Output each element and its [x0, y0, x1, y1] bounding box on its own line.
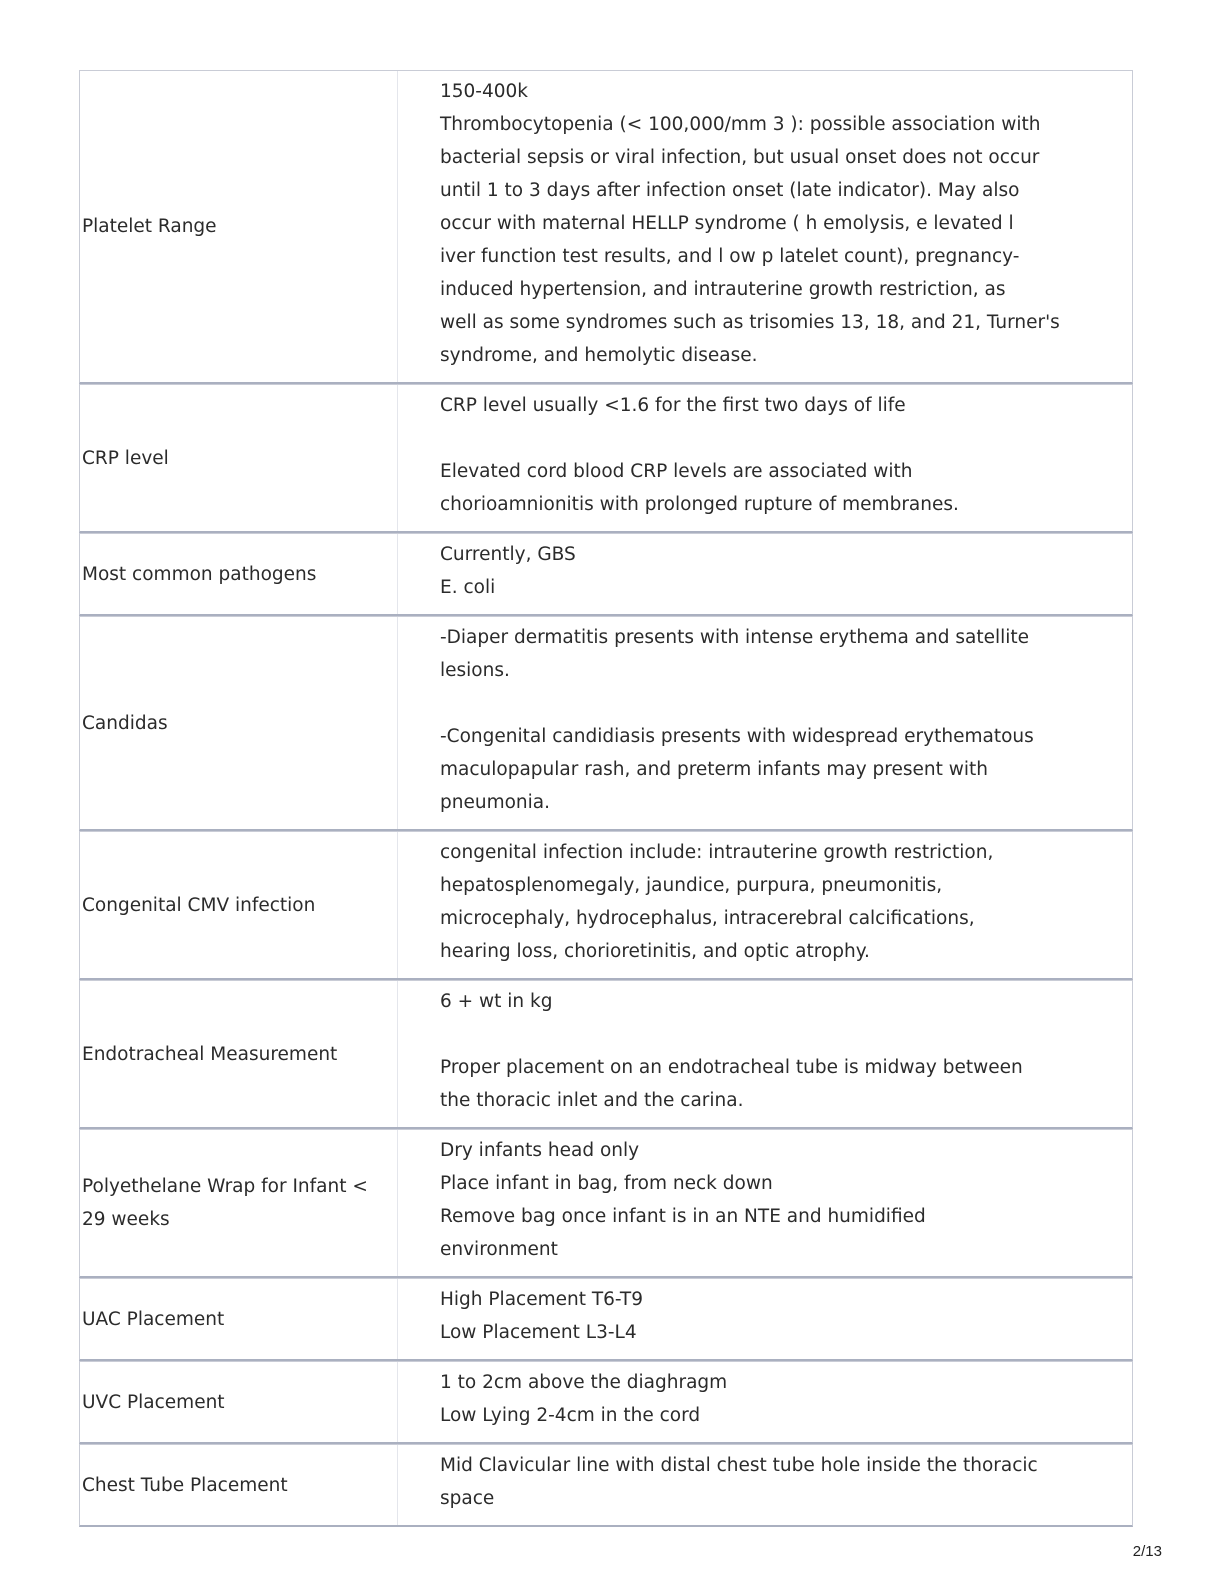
term-cell [80, 385, 398, 531]
term-cell [80, 1362, 398, 1442]
term-cell [80, 981, 398, 1127]
table-row [79, 1278, 1133, 1361]
definition-text: CRP level usually <1.6 for the first two days of life Elevated cord blood CRP levels are associated with chorioamnionitis with prolonged rupture of membranes. [440, 395, 959, 515]
term-cell [80, 832, 398, 978]
definition-cell [398, 617, 1132, 829]
definition-cell [398, 71, 1132, 382]
term-text: CRP level [82, 447, 169, 469]
definition-cell [398, 832, 1132, 978]
term-text: UAC Placement [82, 1308, 225, 1330]
table-row [79, 616, 1133, 831]
table-row [79, 1444, 1133, 1527]
table-row [79, 1129, 1133, 1278]
definition-text: 6 + wt in kg Proper placement on an endotracheal tube is midway between the thoracic inlet and the carina. [440, 991, 1023, 1111]
term-text: UVC Placement [82, 1391, 225, 1413]
term-cell [80, 1130, 398, 1276]
definition-cell [398, 534, 1132, 614]
term-text: Chest Tube Placement [82, 1474, 288, 1496]
definition-cell [398, 1279, 1132, 1359]
term-text: Polyethelane Wrap for Infant < 29 weeks [82, 1176, 368, 1230]
term-cell [80, 1279, 398, 1359]
term-cell [80, 1445, 398, 1525]
definition-text: 1 to 2cm above the diaghragm Low Lying 2-4cm in the cord [440, 1372, 728, 1426]
definition-cell [398, 1362, 1132, 1442]
definition-text: congenital infection include: intrauterine growth restriction, hepatosplenomegaly, jaundice, purpura, pneumonitis, microcephaly, hydrocephalus, intracerebral calcifications, hearing loss, chorioretinitis, and optic atrophy. [440, 842, 994, 962]
term-cell [80, 534, 398, 614]
term-text: Candidas [82, 712, 168, 734]
definition-text: 150-400k Thrombocytopenia (< 100,000/mm 3 ): possible association with bacterial sepsis or viral infection, but usual onset does not occur until 1 to 3 days after infection onset (late indicator). May also occur with maternal HELLP syndrome ( h emolysis, e levated l iver function test results, and l ow p latelet count), pregnancy- induced hypertension, and intrauterine growth restriction, as well as some syndromes such as trisomies 13, 18, and 21, Turner's syndrome, and hemolytic disease. [440, 81, 1060, 366]
term-text: Endotracheal Measurement [82, 1043, 338, 1065]
definition-cell [398, 981, 1132, 1127]
term-cell [80, 71, 398, 382]
page-number: 2/13 [1132, 1543, 1162, 1560]
definition-text: -Diaper dermatitis presents with intense erythema and satellite lesions. -Congenital candidiasis presents with widespread erythematous maculopapular rash, and preterm infants may present with pneumonia. [440, 627, 1034, 813]
flashcard-table [79, 70, 1133, 1527]
term-cell [80, 617, 398, 829]
definition-text: Mid Clavicular line with distal chest tube hole inside the thoracic space [440, 1455, 1038, 1509]
definition-cell [398, 1445, 1132, 1525]
term-text: Congenital CMV infection [82, 894, 316, 916]
table-row [79, 1361, 1133, 1444]
table-row [79, 980, 1133, 1129]
term-text: Platelet Range [82, 216, 217, 237]
table-row [79, 384, 1133, 533]
definition-text: Dry infants head only Place infant in bag, from neck down Remove bag once infant is in an NTE and humidified environment [440, 1140, 926, 1260]
table-row [79, 70, 1133, 384]
definition-text: Currently, GBS E. coli [440, 544, 576, 598]
table-row [79, 533, 1133, 616]
table-row [79, 831, 1133, 980]
definition-cell [398, 385, 1132, 531]
definition-cell [398, 1130, 1132, 1276]
term-text: Most common pathogens [82, 563, 317, 585]
definition-text: High Placement T6-T9 Low Placement L3-L4 [440, 1289, 643, 1343]
